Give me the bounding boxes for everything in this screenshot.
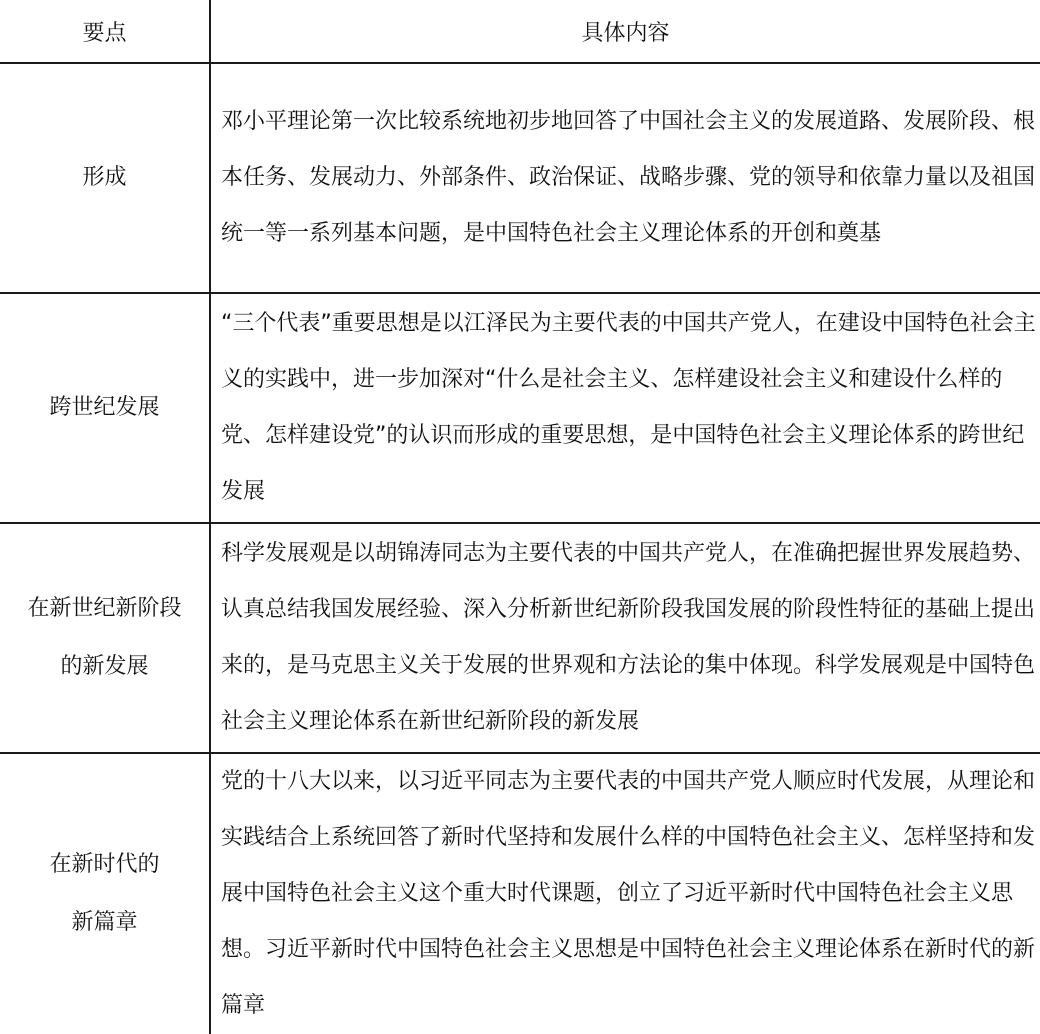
table-row	[0, 523, 1040, 753]
row-key	[0, 293, 210, 523]
row-key-line: 新篇章	[71, 910, 138, 935]
row-key-line: 在新时代的	[49, 852, 160, 877]
row-key	[0, 63, 210, 293]
row-key-line: 形成	[82, 165, 127, 190]
row-content: “三个代表”重要思想是以江泽民为主要代表的中国共产党人，在建设中国特色社会主义的实践中，进一步加深对“什么是社会主义、怎样建设社会主义和建设什么样的党、怎样建设党”的认识而形成的重要思想，是中国特色社会主义理论体系的跨世纪发展	[210, 293, 1040, 523]
row-content: 邓小平理论第一次比较系统地初步地回答了中国社会主义的发展道路、发展阶段、根本任务、发展动力、外部条件、政治保证、战略步骤、党的领导和依靠力量以及祖国统一等一系列基本问题，是中国特色社会主义理论体系的开创和奠基	[210, 63, 1040, 293]
table-row	[0, 753, 1040, 1034]
table-row	[0, 293, 1040, 523]
row-content: 党的十八大以来，以习近平同志为主要代表的中国共产党人顺应时代发展，从理论和实践结合上系统回答了新时代坚持和发展什么样的中国特色社会主义、怎样坚持和发展中国特色社会主义这个重大时代课题，创立了习近平新时代中国特色社会主义思想。习近平新时代中国特色社会主义思想是中国特色社会主义理论体系在新时代的新篇章	[210, 753, 1040, 1034]
row-key-line: 在新世纪新阶段	[27, 596, 182, 621]
row-key-line: 的新发展	[60, 654, 149, 679]
row-key	[0, 523, 210, 753]
header-content: 具体内容	[210, 1, 1040, 64]
header-key: 要点	[0, 1, 210, 64]
table-row	[0, 63, 1040, 293]
row-key-line: 跨世纪发展	[49, 395, 160, 420]
table-header-row	[0, 1, 1040, 64]
row-content: 科学发展观是以胡锦涛同志为主要代表的中国共产党人，在准确把握世界发展趋势、认真总结我国发展经验、深入分析新世纪新阶段我国发展的阶段性特征的基础上提出来的，是马克思主义关于发展的世界观和方法论的集中体现。科学发展观是中国特色社会主义理论体系在新世纪新阶段的新发展	[210, 523, 1040, 753]
row-key	[0, 753, 210, 1034]
